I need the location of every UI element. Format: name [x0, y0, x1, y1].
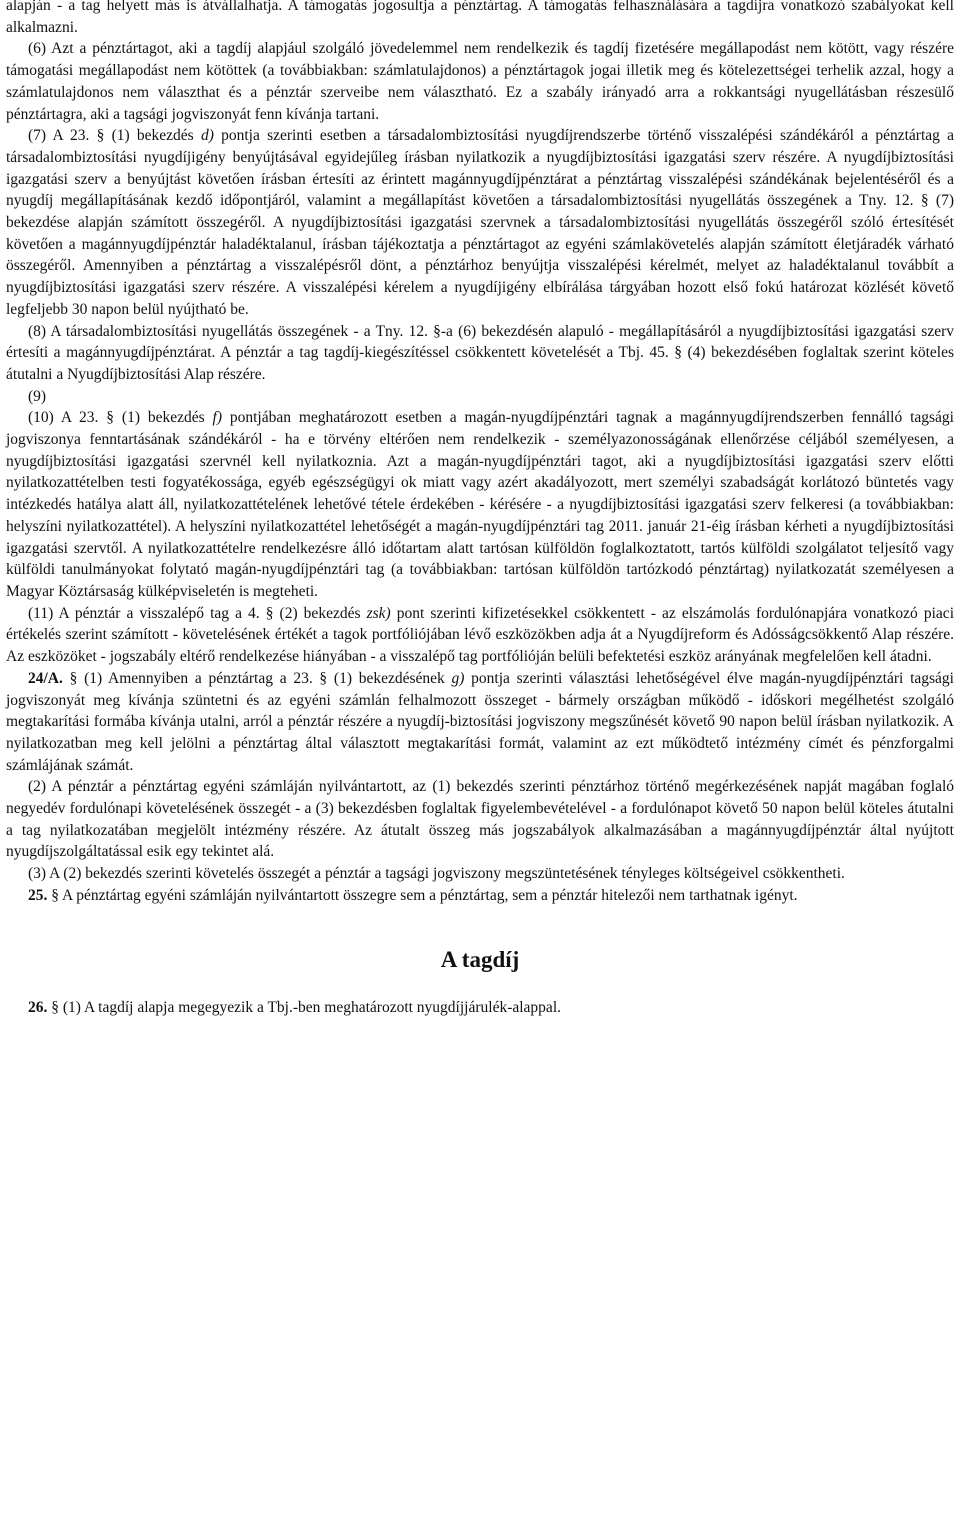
paragraph-continuation [6, 0, 954, 38]
paragraph-7 [6, 125, 954, 320]
section-25 [6, 885, 954, 907]
paragraph-text: (2) A pénztár a pénztártag egyéni számláján nyilvántartott, az (1) bekezdés szerinti pénztárhoz történő megérkezésének napját magában foglaló negyedév fordulónapi követelésének összegét - a (3) bekezdésben foglaltak figyelembevételével - a fordulónapot követő 50 napon belül köteles átutalni a tag nyilatkozatában megjelölt intézmény részére. Az átutalt összeg más jogszabályok alkalmazásában a magánnyugdíjpénztár által nyújtott nyugdíjszolgáltatással esik egy tekintet alá. [6, 778, 954, 861]
paragraph-text: (8) A társadalombiztosítási nyugellátás összegének - a Tny. 12. §-a (6) bekezdésén alapuló - megállapításáról a nyugdíjbiztosítási igazgatási szerv értesíti a magánnyugdíjpénztárat. A pénztár a tag tagdíj-kiegészítéssel csökkentett követelését a Tbj. 45. § (4) bekezdésében foglaltak szerint köteles átutalni a Nyugdíjbiztosítási Alap részére. [6, 322, 954, 383]
paragraph-11 [6, 603, 954, 668]
section-24a-paragraph-3 [6, 863, 954, 885]
section-number: 25. [28, 886, 48, 904]
paragraph-text: § (1) A tagdíj alapja megegyezik a Tbj.-ben meghatározott nyugdíjjárulék-alappal. [47, 998, 561, 1016]
paragraph-text: alapján - a tag helyett más is átvállalhatja. A támogatás jogosultja a pénztártag. A támogatás felhasználására a tagdíjra vonatkozó szabályokat kell alkalmazni. [6, 0, 954, 36]
paragraph-6 [6, 38, 954, 125]
paragraph-9 [6, 386, 954, 408]
paragraph-text: (7) A 23. § (1) bekezdés [28, 127, 201, 145]
paragraph-text: pontjában meghatározott esetben a magán-nyugdíjpénztári tagnak a magánnyugdíjrendszerben fennálló tagsági jogviszonya fenntartásának szándékáról - ha e törvény eltérően nem rendelkezik - személyazonosságának ellenőrzése céljából személyesen, a nyugdíjbiztosítási igazgatási szervnél kell nyilatkoznia. Azt a magán-nyugdíjpénztári tagot, aki a nyugdíjbiztosítási igazgatási szerv előtti nyilatkozattételben testi fogyatékossága, egyéb egészségügyi ok miatt vagy azért akadályozott, mert személyi szabadságát korlátozó büntetés vagy intézkedés hatálya alatt áll, nyilatkozattételének lehetővé tétele érdekében - kérésére - a nyugdíjbiztosítási igazgatási szerv felkeresi (a továbbiakban: helyszíni nyilatkozattétel). A helyszíni nyilatkozattétel lehetőségét a magán-nyugdíjpénztári tag 2011. január 21-éig írásban kérheti a nyugdíjbiztosítási igazgatási szervtől. A nyilatkozattételre rendelkezésre álló időtartam alatt tartósan külföldön foglalkoztatott, tartós külföldi szolgálatot teljesítő vagy külföldi tanulmányokat folytató magán-nyugdíjpénztári tag (a továbbiakban: tartósan külföldön tartózkodó pénztártag) nyilatkozatát személyesen a Magyar Köztársaság külképviseletén is megteheti. [6, 409, 954, 600]
section-number: 26. [28, 998, 48, 1016]
paragraph-text: § A pénztártag egyéni számláján nyilvántartott összegre sem a pénztártag, sem a pénztár hitelezői nem tarthatnak igényt. [47, 886, 798, 904]
section-24a-paragraph-2 [6, 776, 954, 863]
paragraph-text: pontja szerinti esetben a társadalombiztosítási nyugdíjrendszerbe történő visszalépési szándékáról a pénztártag a társadalombiztosítási nyugdíjigény benyújtásával egyidejűleg írásban nyilatkozik a nyugdíjbiztosítási igazgatási szerv részére. A nyugdíjbiztosítási igazgatási szerv a benyújtást követően írásban értesíti az érintett magánnyugdíjpénztárat a pénztártag visszalépési szándékának bejelentéséről és a nyugdíj megállapításának kezdő időpontjáról, valamint a megállapítást követően a társadalombiztosítási nyugellátás összegének a Tny. 12. § (7) bekezdése alapján számított összegéről. A nyugdíjbiztosítási igazgatási szervnek a társadalombiztosítási nyugellátás összegéről szóló értesítését követően a magánnyugdíjpénztár haladéktalanul, írásban tájékoztatja a pénztártagot az egyéni számlakövetelés alapján számított életjáradék várható összegéről. Amennyiben a pénztártag a visszalépésről dönt, a pénztárhoz benyújtja visszalépési kérelmét, melyet az haladéktalanul továbbít a nyugdíjbiztosítási igazgatási szerv részére. A visszalépési kérelem a nyugdíjigény elbírálása tárgyában hozott első fokú határozat közlését követő legfeljebb 30 napon belül nyújtható be. [6, 127, 954, 318]
paragraph-text: pont szerinti kifizetésekkel csökkentett - az elszámolás fordulónapjára vonatkozó piaci értékelés szerint számított - követelésének értékét a tagok portfóliójában lévő eszközökben adja át a Nyugdíjreform és Adósságcsökkentő Alap részére. Az eszközöket - jogszabály eltérő rendelkezése hiányában - a visszalépő tag portfólióján belüli befektetési eszköz arányának megfelelően kell átadni. [6, 604, 954, 666]
paragraph-text: pontja szerinti választási lehetőségével élve magán-nyugdíjpénztári tagsági jogviszonyát meg kívánja szüntetni és az egyéni számlán felhalmozott összeget - bármely országban működő - időskori megélhetést szolgáló megtakarítási formába kívánja utalni, arról a pénztár részére a nyugdíj-biztosítási jogviszony megszűnését követő 90 napon belül írásban nyilatkozik. A nyilatkozatban meg kell jelölni a pénztártag által választott megtakarítási formát, valamint az ezt működtető intézmény címét és pénzforgalmi számlájának számát. [6, 669, 954, 774]
paragraph-8 [6, 321, 954, 386]
point-reference: d) [200, 127, 214, 145]
point-reference: zsk) [366, 604, 391, 622]
point-reference: g) [451, 669, 465, 687]
section-26 [6, 997, 954, 1019]
section-24a [6, 668, 954, 777]
point-reference: f) [212, 409, 222, 427]
paragraph-text: (10) A 23. § (1) bekezdés [28, 409, 213, 427]
chapter-heading: A tagdíj [440, 946, 520, 972]
paragraph-text: (3) A (2) bekezdés szerinti követelés összegét a pénztár a tagsági jogviszony megszüntetésének tényleges költségeivel csökkentheti. [28, 865, 845, 883]
paragraph-text: (11) A pénztár a visszalépő tag a 4. § (2) bekezdés [28, 604, 367, 622]
paragraph-text: § (1) Amennyiben a pénztártag a 23. § (1) bekezdésének [62, 669, 452, 687]
paragraph-text: (6) Azt a pénztártagot, aki a tagdíj alapjául szolgáló jövedelemmel nem rendelkezik és tagdíj fizetésére megállapodást nem kötött, vagy részére támogatási megállapodást nem kötöttek (a továbbiakban: számlatulajdonos) a pénztártagok jogai illetik meg és kötelezettségei terhelik azzal, hogy a számlatulajdonos nem választhat és a pénztár szerveibe nem választható. Ez a szabály irányadó arra a rokkantsági nyugellátásban részesülő pénztártagra, aki a tagsági jogviszonyát fenn kívánja tartani. [6, 40, 954, 123]
paragraph-text: (9) [28, 387, 47, 405]
paragraph-10 [6, 407, 954, 602]
section-number: 24/A. [28, 669, 63, 687]
